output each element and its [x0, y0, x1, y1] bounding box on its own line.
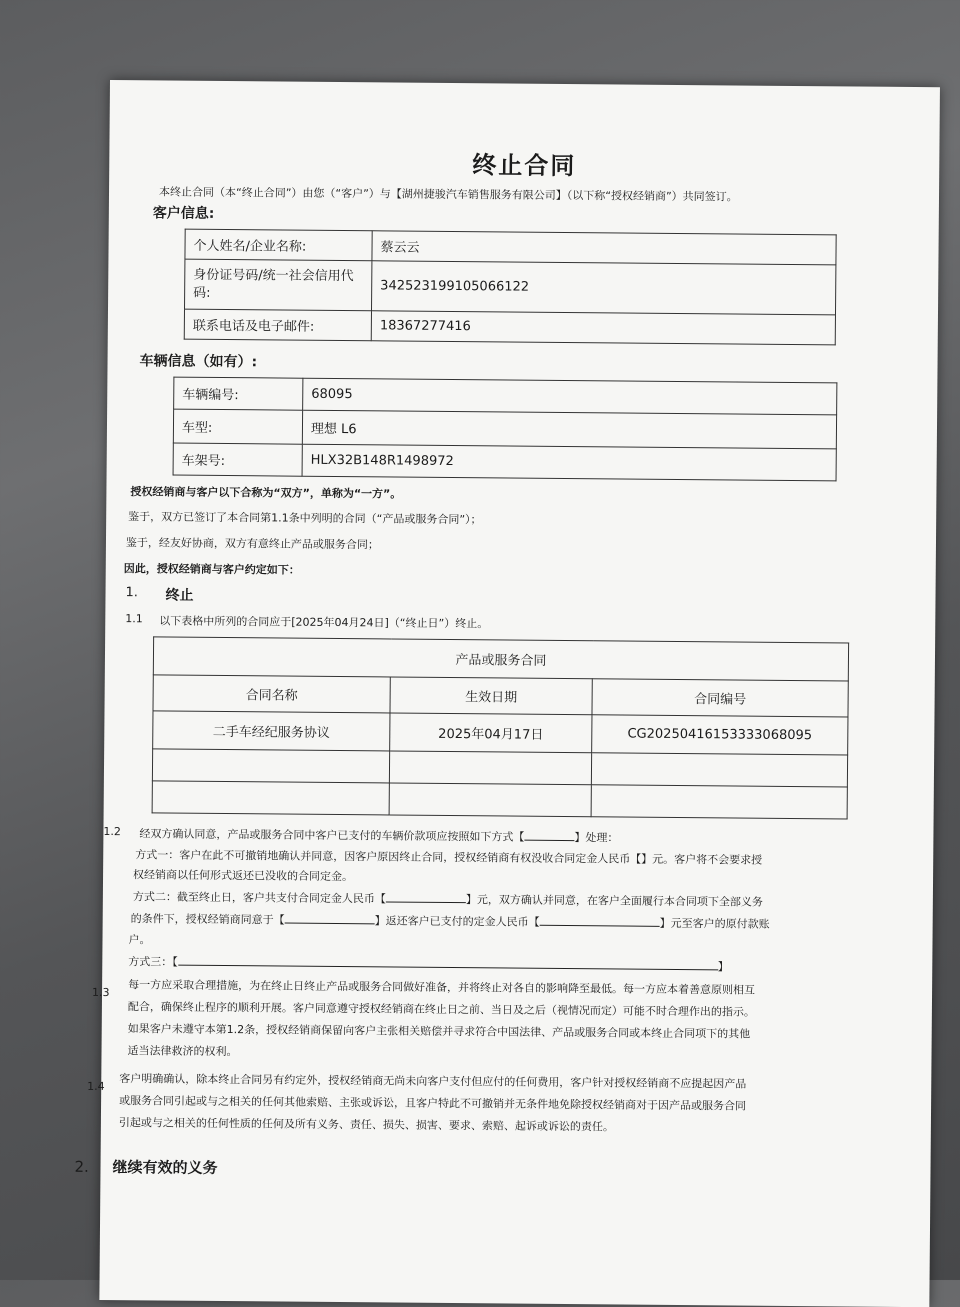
clause-1-3-text: 每一方应采取合理措施，为在终止日终止产品或服务合同做好准备，并将终止对各自的影响降至最低。每一方应本着善意原则相互 配合，确保终止程序的顺利开展。客户同意遵守授权经销商在终止日之前、当日及之后（视情况而定）可能不时合理作出的指示。 如果客户未遵守本第1.2条，授权经销商保留向客户主张相关赔偿并寻求符合中国法律、产品或服务合同或本终止合同项下的其他 适当法律救济的权利。 — [127, 978, 756, 1059]
table-row — [153, 711, 848, 755]
clause-1-1-number: 1.1 — [125, 612, 143, 626]
table-row — [173, 443, 836, 481]
table-row — [184, 309, 835, 345]
table-value: 理想 L6 — [302, 410, 836, 449]
clause-1-2-number: 1.2 — [103, 824, 121, 839]
whereas-2: 鉴于，经友好协商，双方有意终止产品或服务合同； — [125, 536, 380, 552]
parties-text: 授权经销商与客户以下合称为“双方”，单称为“一方”。 — [130, 485, 402, 501]
contract-table — [152, 636, 850, 819]
section-1-title: 终止 — [165, 587, 194, 604]
clause-1-2-text: 经双方确认同意，产品或服务合同中客户已支付的车辆价款项应按照如下方式【 】处理： — [139, 827, 619, 845]
table-row — [185, 259, 836, 315]
document-title: 终止合同 — [472, 151, 577, 181]
table-value: 18367277416 — [371, 311, 835, 345]
table-value: 蔡云云 — [372, 231, 836, 265]
customer-info-table — [184, 229, 837, 346]
customer-heading: 客户信息: — [152, 205, 215, 222]
table-cell: 二手车经纪服务协议 — [153, 711, 390, 751]
table-label: 车型: — [173, 409, 302, 444]
vehicle-heading: 车辆信息（如有）: — [139, 353, 258, 371]
table-value: 342523199105066122 — [371, 261, 835, 315]
clause-1-3-number: 1.3 — [91, 985, 110, 1000]
table-cell: CG20250416153333068095 — [592, 715, 848, 755]
table-value: 68095 — [303, 378, 837, 415]
table-row — [152, 781, 847, 819]
clause-1-4-number: 1.4 — [87, 1079, 105, 1093]
table-header: 合同名称 — [153, 675, 390, 713]
method-1-line-2: 权经销商以任何形式返还已没收的合同定金。 — [133, 868, 354, 884]
method-2-line-2: 的条件下，授权经销商同意于【 】返还客户已支付的定金人民币【 】元至客户的原付款账 — [130, 912, 770, 931]
table-cell: 2025年04月17日 — [390, 713, 592, 753]
table-value: HLX32B148R1498972 — [302, 444, 836, 481]
section-2-title: 继续有效的义务 — [112, 1158, 218, 1177]
therefore-text: 因此，授权经销商与客户约定如下： — [123, 562, 300, 577]
table-row — [173, 409, 836, 449]
intro-text: 本终止合同（本“终止合同”）由您（“客户”）与【湖州捷骏汽车销售服务有限公司】（以下称“授权经销商”）共同签订。 — [158, 185, 738, 204]
method-1-line-1: 方式一：客户在此不可撤销地确认并同意，因客户原因终止合同，授权经销商有权没收合同定金人民币【】元。客户将不会要求授 — [135, 848, 763, 867]
table-label: 身份证号码/统一社会信用代码: — [185, 259, 372, 311]
table-caption: 产品或服务合同 — [153, 637, 848, 681]
method-2-line-1: 方式二：截至终止日，客户共支付合同定金人民币【 】元，双方确认并同意，在客户全面履行本合同项下全部义务 — [132, 890, 763, 909]
table-label: 联系电话及电子邮件: — [184, 309, 371, 341]
vehicle-info-table — [173, 377, 838, 482]
whereas-1: 鉴于，双方已签订了本合同第1.1条中列明的合同（“产品或服务合同”）； — [128, 510, 482, 527]
section-1-number: 1. — [125, 585, 138, 601]
table-header: 合同编号 — [592, 679, 848, 717]
table-label: 车辆编号: — [174, 377, 303, 410]
clause-1-1-text: 以下表格中所列的合同应于[2025年04月24日]（“终止日”）终止。 — [159, 614, 489, 631]
section-2-number: 2. — [74, 1157, 89, 1176]
table-header: 生效日期 — [390, 677, 592, 715]
method-3-line: 方式三：【 】 — [128, 955, 729, 974]
table-row — [153, 675, 848, 717]
table-label: 个人姓名/企业名称: — [185, 229, 372, 261]
clause-1-4-text: 客户明确确认，除本终止合同另有约定外，授权经销商无尚未向客户支付但应付的任何费用，客户针对授权经销商不应提起因产品 或服务合同引起或与之相关的任何其他索赔、主张或诉讼，且客户特此不可撤销并无条件地免除授权经销商对于因产品或服务合同 引起或与之相关的任何性质的任何及所有义务、责任、损失、损害、要求、索赔、起诉或诉讼的责任。 — [118, 1072, 747, 1134]
table-label: 车架号: — [173, 443, 302, 476]
method-2-line-3: 户。 — [128, 933, 151, 947]
table-row — [153, 637, 848, 681]
contract-paper — [74, 80, 940, 1307]
